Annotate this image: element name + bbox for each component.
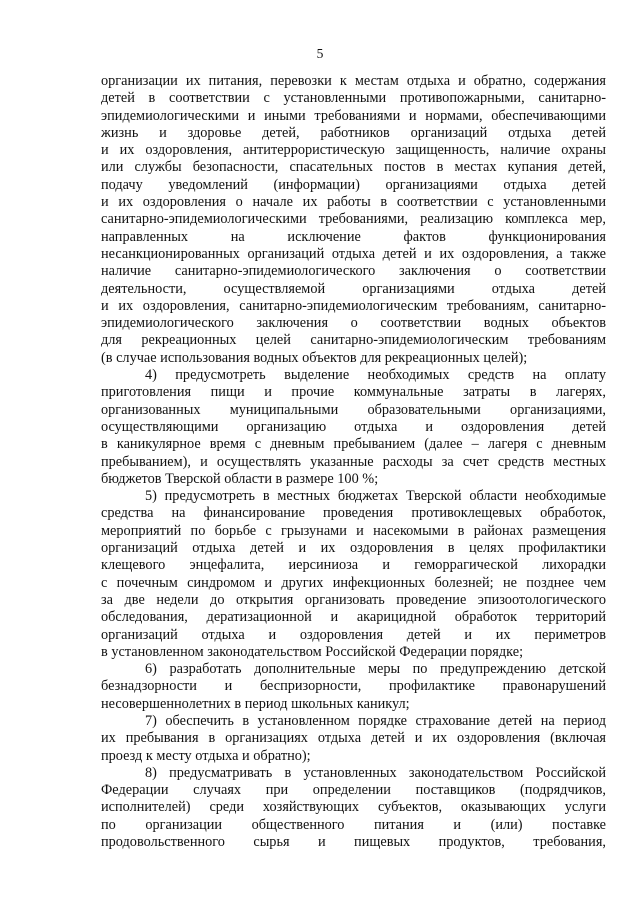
text-line: 8) предусматривать в установленных законодательством Российской [145, 764, 606, 781]
text-line: обследования, дератизационной и акарицидной обработок территорий [101, 609, 606, 626]
text-line: организованных муниципальными образовательными организациями, [101, 401, 606, 418]
text-line: продовольственного сырья и пищевых продуктов, требования, [101, 834, 606, 851]
text-line: в каникулярное время с дневным пребыванием (далее – лагеря с дневным [101, 436, 606, 453]
document-body [101, 73, 606, 851]
text-line: несанкционированных организаций отдыха детей и их оздоровления, а также [101, 245, 606, 262]
text-line: с почечным синдромом и других инфекционных болезней; не позднее чем [101, 574, 606, 591]
text-line: эпидемиологическими и иными требованиями и нормами, обеспечивающими [101, 107, 606, 124]
text-line: за две недели до открытия организовать проведение эпизоотологического [101, 591, 606, 608]
text-line: Федерации случаях при определении поставщиков (подрядчиков, [101, 782, 606, 799]
text-line: мероприятий по борьбе с грызунами и насекомыми в районах размещения [101, 522, 606, 539]
text-line: санитарно-эпидемиологическими требованиями, реализацию комплекса мер, [101, 211, 606, 228]
text-line: наличие санитарно-эпидемиологического заключения о соответствии [101, 263, 606, 280]
text-line: эпидемиологического заключения о соответствии водных объектов [101, 315, 606, 332]
text-line: 7) обеспечить в установленном порядке страхование детей на период [145, 712, 606, 729]
text-line: подачу уведомлений (информации) организациями отдыха детей [101, 176, 606, 193]
text-line: или службы безопасности, спасательных постов в местах купания детей, [101, 159, 606, 176]
text-line: (в случае использования водных объектов для рекреационных целей); [101, 349, 528, 366]
text-line: организаций отдыха и оздоровления детей и их периметров [101, 626, 606, 643]
text-line: исполнителей) среди хозяйствующих субъектов, оказывающих услуги [101, 799, 606, 816]
text-line: осуществляющими организацию отдыха и оздоровления детей [101, 418, 606, 435]
text-line: организаций отдыха детей и их оздоровления в целях профилактики [101, 540, 606, 557]
text-line: детей в соответствии с установленными противопожарными, санитарно- [101, 90, 606, 107]
text-line: их пребывания в организациях отдыха детей и их оздоровления (включая [101, 730, 606, 747]
text-line: 5) предусмотреть в местных бюджетах Тверской области необходимые [145, 488, 606, 505]
text-line: приготовления пищи и прочие коммунальные затраты в лагерях, [101, 384, 606, 401]
text-line: для рекреационных целей санитарно-эпидемиологическим требованиям [101, 332, 606, 349]
text-line: 4) предусмотреть выделение необходимых средств на оплату [145, 367, 606, 384]
text-line: в установленном законодательством Российской Федерации порядке; [101, 643, 524, 660]
text-line: проезд к месту отдыха и обратно); [101, 747, 311, 764]
page-number: 5 [316, 46, 324, 61]
text-line: деятельности, осуществляемой организациями отдыха детей [101, 280, 606, 297]
text-line: клещевого энцефалита, иерсиниоза и геморрагической лихорадки [101, 557, 606, 574]
text-line: безнадзорности и беспризорности, профилактике правонарушений [101, 678, 606, 695]
text-line: по организации общественного питания и (или) поставке [101, 816, 606, 833]
text-line: организации их питания, перевозки к местам отдыха и обратно, содержания [101, 73, 606, 89]
text-line: бюджетов Тверской области в размере 100 %; [101, 470, 379, 487]
text-line: направленных на исключение фактов функционирования [101, 228, 606, 245]
text-line: средства на финансирование проведения противоклещевых обработок, [101, 505, 606, 522]
text-line: несовершеннолетних в период школьных каникул; [101, 695, 410, 712]
text-line: и их оздоровления, антитеррористическую защищенность, наличие охраны [101, 142, 606, 159]
text-line: жизнь и здоровье детей, работников организаций отдыха детей [101, 124, 606, 141]
text-line: пребыванием), и осуществлять указанные расходы за счет средств местных [101, 453, 606, 470]
text-line: и их оздоровления, санитарно-эпидемиологическим требованиям, санитарно- [101, 297, 606, 314]
text-line: и их оздоровления о начале их работы в соответствии с установленными [101, 194, 606, 211]
text-line: 6) разработать дополнительные меры по предупреждению детской [145, 661, 606, 678]
